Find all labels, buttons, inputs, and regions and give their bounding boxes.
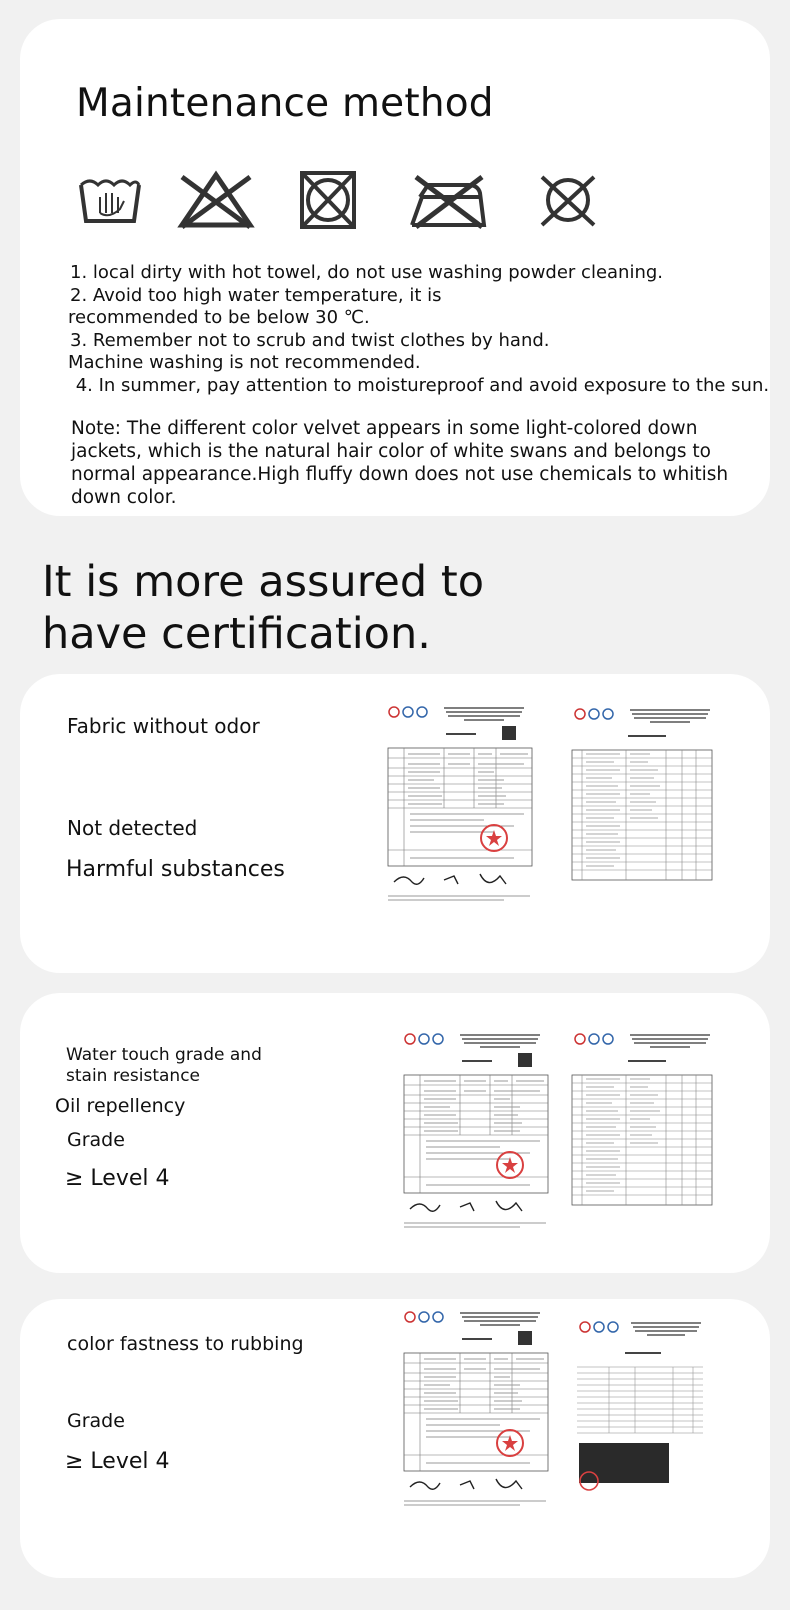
care-card	[20, 19, 770, 516]
care-icons	[78, 169, 638, 249]
label-oil-repellency: Oil repellency	[55, 1095, 186, 1117]
test-report-annex-document	[570, 1031, 715, 1211]
instruction-3a: 3. Remember not to scrub and twist clothes by hand.	[70, 329, 550, 351]
instruction-3b: Machine washing is not recommended.	[68, 352, 421, 373]
label-harmful-substances: Harmful substances	[66, 857, 285, 882]
headline-line-2: have certification.	[42, 609, 431, 659]
instruction-2b: recommended to be below 30 ℃.	[68, 307, 370, 328]
no-bleach-icon	[176, 169, 256, 231]
certification-headline	[42, 556, 484, 660]
label-not-detected: Not detected	[67, 816, 198, 840]
no-tumble-dry-icon	[298, 169, 358, 231]
label-grade: Grade	[67, 1410, 125, 1432]
instruction-2a: 2. Avoid too high water temperature, it is	[70, 284, 442, 306]
test-report-annex-document	[575, 1319, 705, 1499]
label-water-touch-grade-line1: Water touch grade and	[66, 1045, 262, 1065]
test-report-document	[400, 1031, 550, 1231]
cert-card-water-oil	[20, 993, 770, 1273]
test-report-document	[400, 1309, 550, 1509]
label-fabric-without-odor: Fabric without odor	[67, 714, 260, 738]
test-report-annex-document	[570, 706, 715, 886]
label-color-fastness-to-rubbing: color fastness to rubbing	[67, 1333, 304, 1355]
no-dry-clean-icon	[538, 169, 598, 231]
cert-card-rubbing	[20, 1299, 770, 1578]
label-water-touch-grade	[66, 1045, 262, 1087]
care-title: Maintenance method	[76, 81, 494, 126]
label-level-4: ≥ Level 4	[65, 1449, 170, 1474]
label-water-touch-grade-line2: stain resistance	[66, 1066, 201, 1086]
no-iron-icon	[408, 169, 488, 231]
care-note: Note: The different color velvet appears in some light-colored down jackets, which is the natural hair color of white swans and belongs to normal appearance.High fluffy down does not use chemicals to whitish down color.	[71, 418, 729, 508]
label-level-4: ≥ Level 4	[65, 1166, 170, 1191]
label-grade: Grade	[67, 1129, 125, 1151]
instruction-4: 4. In summer, pay attention to moistureproof and avoid exposure to the sun.	[70, 374, 770, 396]
test-report-document	[384, 704, 534, 904]
cert-card-odor	[20, 674, 770, 973]
hand-wash-icon	[78, 169, 142, 231]
headline-line-1: It is more assured to	[42, 557, 485, 607]
care-instructions	[70, 262, 770, 397]
instruction-1: 1. local dirty with hot towel, do not use washing powder cleaning.	[70, 262, 664, 283]
